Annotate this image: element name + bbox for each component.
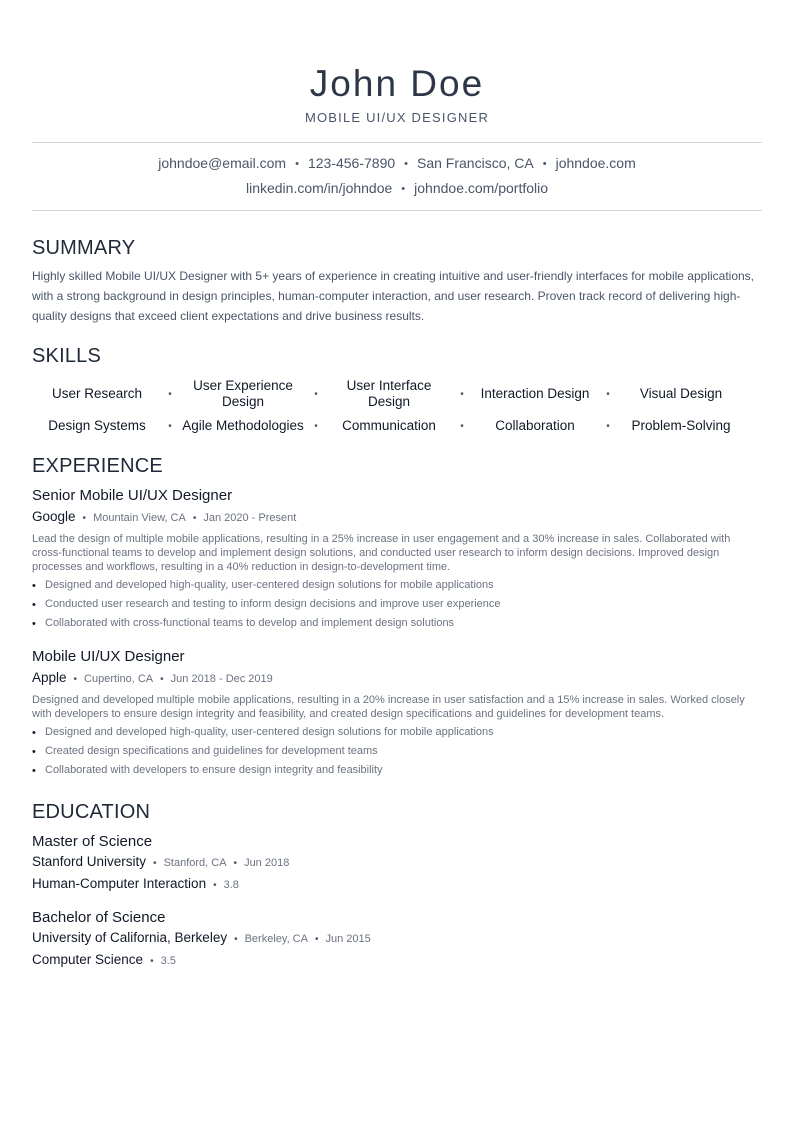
meta-separator: • [160, 674, 164, 685]
job-location: Cupertino, CA [84, 673, 154, 685]
job-bullet: • Collaborated with cross-functional teams to develop and implement design solutions [32, 614, 762, 633]
meta-separator: • [73, 674, 78, 685]
skill-item: Agile Methodologies [182, 418, 304, 433]
degree-entry [32, 908, 762, 972]
job-bullet: • Conducted user research and testing to inform design decisions and improve user experience [32, 595, 762, 614]
skill-item: Interaction Design [480, 386, 590, 401]
contact-website[interactable]: johndoe.com [555, 155, 636, 171]
job-bullets [32, 576, 762, 633]
meta-separator: • [213, 880, 217, 891]
summary-text: Highly skilled Mobile UI/UX Designer with 5+ years of experience in creating intuitive and user-friendly interfaces for mobile applications, with a strong background in design principles, human-computer interaction, and user research. Proven track record of delivering high-quality designs that exceed client expectations and drive business results. [32, 269, 755, 323]
skill-separator: • [168, 420, 172, 432]
job-bullets [32, 723, 762, 780]
degree-location: Berkeley, CA [244, 933, 308, 945]
contact-separator: • [542, 158, 547, 170]
skill-item: User Research [51, 386, 143, 401]
skill-separator: • [314, 388, 318, 400]
education-section [32, 800, 762, 972]
skills-section [32, 344, 762, 438]
job-description: Lead the design of multiple mobile applications, resulting in a 25% increase in user engagement and a 30% increase in sales. Collaborated with cross-functional teams to develop and implement design solutions, and conducted user research to inform design decisions. Improved design processes and workflows, resulting in a 40% reduction in design-to-development time. [32, 533, 731, 573]
header-divider-bottom [32, 210, 762, 211]
skill-separator: • [314, 420, 318, 432]
job-role: Mobile UI/UX Designer [32, 648, 185, 665]
degree-gpa: 3.8 [223, 879, 239, 891]
skill-separator: • [606, 388, 610, 400]
job-bullet: • Designed and developed high-quality, user-centered design solutions for mobile applications [32, 576, 762, 595]
skills-heading: SKILLS [32, 345, 102, 367]
job-dates: Jan 2020 - Present [203, 512, 297, 524]
degree-date: Jun 2015 [325, 933, 371, 945]
job-bullet: • Designed and developed high-quality, user-centered design solutions for mobile applications [32, 723, 762, 742]
skill-item: User Interface Design [346, 378, 432, 409]
experience-heading: EXPERIENCE [32, 455, 163, 477]
job-entry [32, 486, 762, 633]
contact-linkedin[interactable]: linkedin.com/in/johndoe [245, 180, 393, 196]
meta-separator: • [233, 858, 238, 869]
education-heading: EDUCATION [32, 801, 151, 823]
degree-field-line [32, 874, 762, 896]
skill-separator: • [606, 420, 610, 432]
degree-entry [32, 832, 762, 896]
candidate-title: MOBILE UI/UX DESIGNER [304, 110, 490, 125]
meta-separator: • [192, 513, 197, 524]
contact-info [0, 143, 794, 210]
job-dates: Jun 2018 - Dec 2019 [170, 673, 273, 685]
job-entry [32, 647, 762, 780]
degree-name: Master of Science [32, 833, 153, 850]
candidate-name: John Doe [309, 63, 485, 104]
degree-location: Stanford, CA [163, 857, 227, 869]
contact-line-1 [0, 152, 794, 177]
skill-item: User Experience Design [193, 378, 293, 409]
skill-separator: • [460, 388, 464, 400]
degree-school: University of California, Berkeley [32, 930, 228, 945]
resume-header [0, 0, 794, 126]
degree-school: Stanford University [32, 854, 147, 869]
contact-line-2 [0, 177, 794, 202]
summary-heading: SUMMARY [32, 237, 136, 259]
skill-item: Problem-Solving [631, 418, 731, 433]
meta-separator: • [153, 858, 157, 869]
meta-separator: • [314, 934, 319, 945]
meta-separator: • [150, 956, 154, 967]
degree-school-line [32, 928, 762, 950]
degree-name: Bachelor of Science [32, 909, 166, 926]
job-location: Mountain View, CA [93, 512, 186, 524]
job-meta [32, 506, 762, 530]
contact-location: San Francisco, CA [417, 155, 534, 171]
degree-gpa: 3.5 [160, 955, 176, 967]
skill-item: Design Systems [48, 418, 146, 433]
contact-email[interactable]: johndoe@email.com [158, 155, 287, 171]
skill-separator: • [460, 420, 464, 432]
experience-section [32, 454, 762, 780]
contact-portfolio[interactable]: johndoe.com/portfolio [414, 180, 549, 196]
degree-field: Human-Computer Interaction [32, 876, 207, 891]
skill-item: Collaboration [495, 418, 575, 433]
contact-separator: • [295, 158, 299, 170]
skills-grid [32, 378, 762, 438]
skill-item: Visual Design [639, 386, 723, 401]
skill-separator: • [168, 388, 172, 400]
meta-separator: • [234, 934, 238, 945]
job-description: Designed and developed multiple mobile applications, resulting in a 20% increase in user satisfaction and a 15% increase in sales. Worked closely with developers to ensure design integrity and feasibility, and created design specifications and guidelines for development teams. [32, 694, 745, 720]
degree-date: Jun 2018 [244, 857, 290, 869]
job-company: Google [32, 509, 76, 524]
degree-school-line [32, 852, 762, 874]
summary-section [32, 236, 762, 326]
job-bullet: • Created design specifications and guidelines for development teams [32, 742, 762, 761]
meta-separator: • [82, 513, 87, 524]
degree-field: Computer Science [32, 952, 144, 967]
degree-field-line [32, 950, 762, 972]
job-meta [32, 667, 762, 691]
contact-separator: • [404, 158, 408, 170]
skill-item: Communication [342, 418, 436, 433]
contact-phone[interactable]: 123-456-7890 [307, 155, 396, 171]
contact-separator: • [401, 183, 406, 195]
job-bullet: • Collaborated with developers to ensure design integrity and feasibility [32, 761, 762, 780]
job-role: Senior Mobile UI/UX Designer [32, 487, 233, 504]
job-company: Apple [32, 670, 67, 685]
